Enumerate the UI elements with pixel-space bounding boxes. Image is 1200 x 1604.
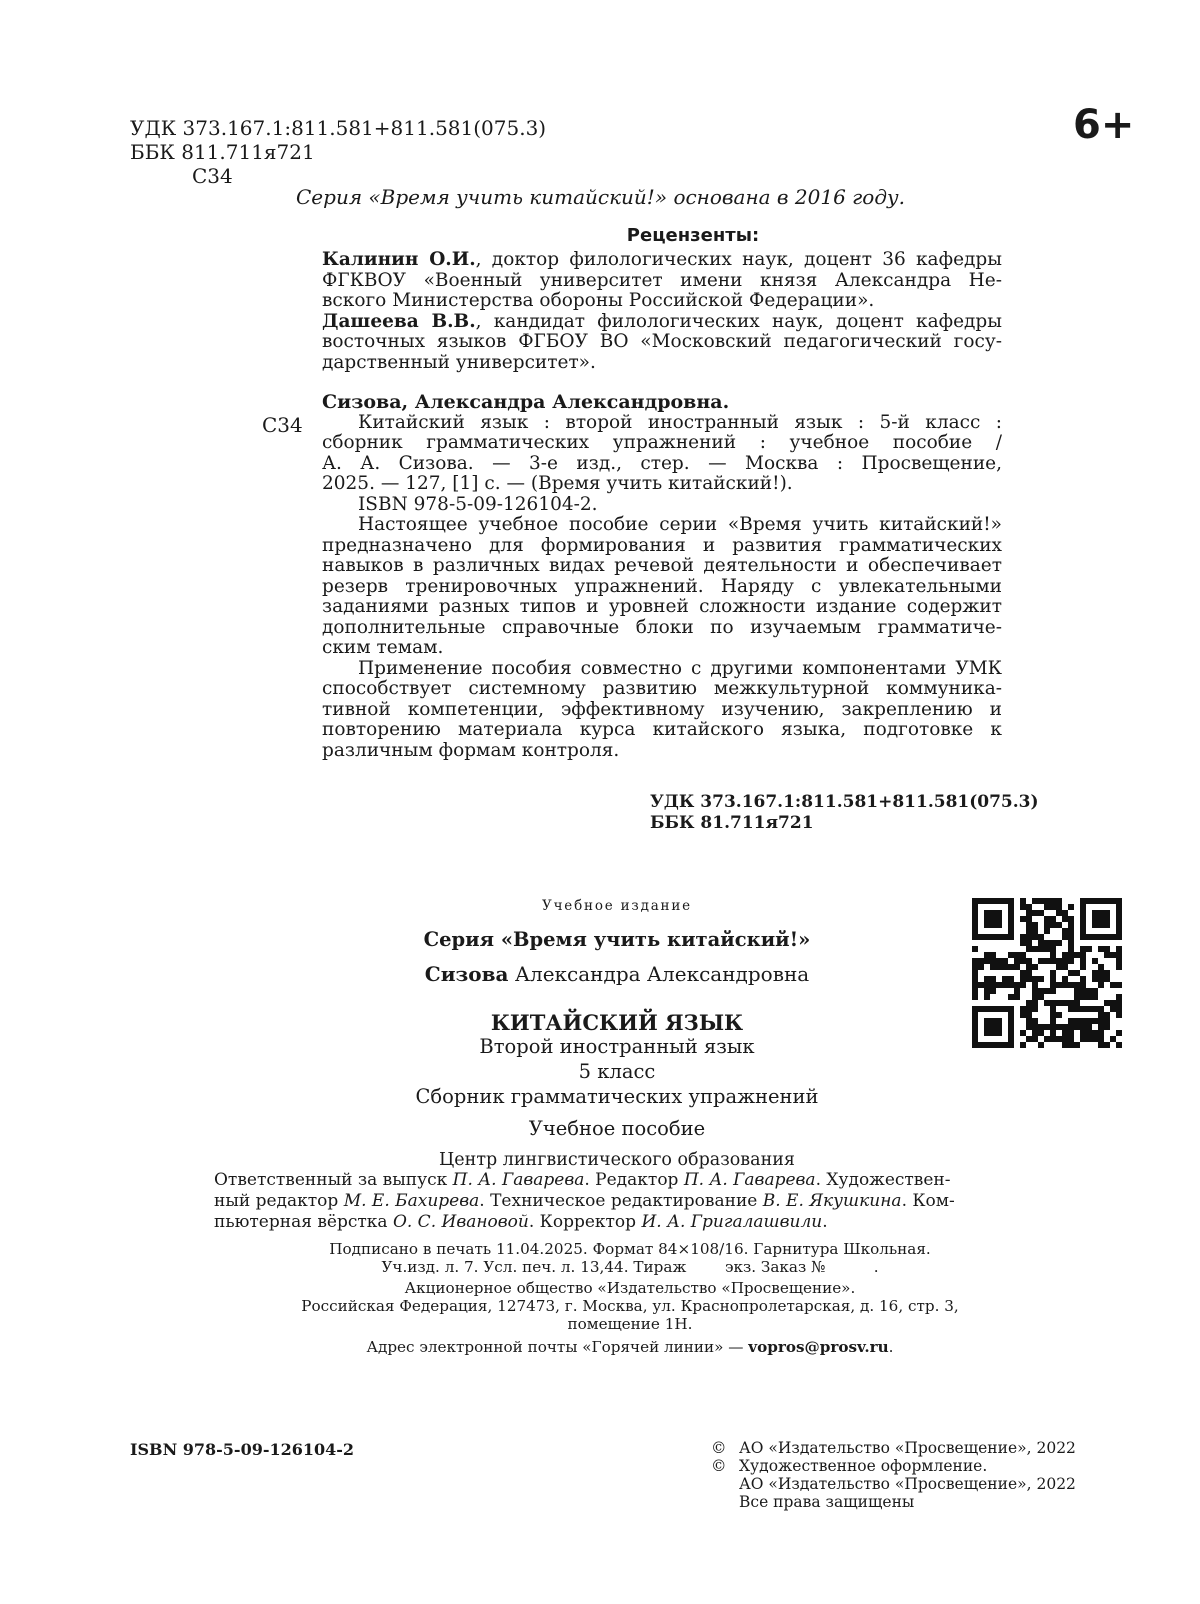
record-line: А. А. Сизова. — 3-е изд., стер. — Москва : Просвещение, xyxy=(322,452,1002,474)
isbn-record: ISBN 978-5-09-126104-2. xyxy=(358,493,598,515)
edition-type: Учебное издание xyxy=(542,898,692,914)
print-line: Уч.изд. л. 7. Усл. печ. л. 13,44. Тираж экз. Заказ № . xyxy=(381,1258,879,1276)
print-line: Акционерное общество «Издательство «Просвещение». xyxy=(404,1279,856,1297)
reviewers-block xyxy=(322,250,1002,373)
subtitle: Учебное пособие xyxy=(528,1117,706,1140)
copyright-line: АО «Издательство «Просвещение», 2022 xyxy=(739,1475,1076,1493)
record-line: 2025. — 127, [1] с. — (Время учить китайский!). xyxy=(322,473,793,494)
reviewer-1-line: вского Министерства обороны Российской Федерации». xyxy=(322,290,875,311)
print-line: помещение 1Н. xyxy=(567,1315,693,1333)
credits-line: пьютерная вёрстка О. С. Ивановой. Корректор И. А. Григалашвили. xyxy=(214,1212,828,1232)
credits-line: Ответственный за выпуск П. А. Гаварева. Редактор П. А. Гаварева. Художествен- xyxy=(214,1170,951,1190)
reviewer-1-line: ФГКВОУ «Военный университет имени князя Александра Не- xyxy=(322,269,1002,291)
qr-code xyxy=(972,898,1124,1048)
copyright-icon: © xyxy=(711,1457,727,1475)
isbn: ISBN 978-5-09-126104-2 xyxy=(130,1440,355,1459)
annotation-line: ским темам. xyxy=(322,637,444,658)
annotation-line: Применение пособия совместно с другими компонентами УМК xyxy=(358,657,1002,679)
publishing-center: Центр лингвистического образования xyxy=(439,1150,795,1170)
book-title: КИТАЙСКИЙ ЯЗЫК xyxy=(490,1010,744,1035)
email-link[interactable]: vopros@prosv.ru xyxy=(748,1338,889,1356)
copyright-icon: © xyxy=(711,1439,727,1457)
series-note: Серия «Время учить китайский!» основана в 2016 году. xyxy=(296,185,905,209)
copyright-line: Художественное оформление. xyxy=(739,1457,988,1475)
annotation-line: способствует системному развитию межкультурной коммуника- xyxy=(322,678,1002,699)
annotation-line: резерв тренировочных упражнений. Наряду с увлекательными xyxy=(322,575,1002,597)
series-title: Серия «Время учить китайский!» xyxy=(423,928,811,951)
annotation-line: заданиями разных типов и уровней сложности издание содержит xyxy=(322,596,1002,617)
author-heading: Сизова, Александра Александровна. xyxy=(322,391,730,413)
reviewers-title: Рецензенты: xyxy=(626,225,760,246)
copyright-block xyxy=(711,1439,1076,1511)
reviewer-2-line: восточных языков ФГБОУ ВО «Московский педагогический госу- xyxy=(322,331,1002,352)
reviewer-1-line: Калинин О.И., доктор филологических наук, доцент 36 кафедры xyxy=(322,249,1002,270)
reviewer-2-line: Дашеева В.В., кандидат филологических наук, доцент кафедры xyxy=(322,310,1003,332)
subtitle: 5 класс xyxy=(578,1060,656,1083)
copyright-line: АО «Издательство «Просвещение», 2022 xyxy=(739,1439,1076,1457)
udk-code: УДК 373.167.1:811.581+811.581(075.3) xyxy=(130,116,547,140)
subtitle: Сборник грамматических упражнений xyxy=(415,1085,819,1108)
annotation-line: навыков в различных видах речевой деятельности и обеспечивает xyxy=(322,555,1002,576)
reviewer-2-line: дарственный университет». xyxy=(322,351,596,373)
print-info xyxy=(0,1240,1200,1333)
author-sign-mid: С34 xyxy=(262,413,303,437)
annotation-line: тивной компетенции, эффективному изучению, закреплению и xyxy=(322,698,1002,720)
annotation-line: предназначено для формирования и развития грамматических xyxy=(322,534,1002,556)
bbk-code: ББК 811.711я721 xyxy=(130,140,315,164)
copyright-line: Все права защищены xyxy=(739,1493,915,1511)
annotation-line: различным формам контроля. xyxy=(322,739,620,761)
record-line: Китайский язык : второй иностранный язык : 5-й класс : xyxy=(358,411,1002,433)
print-line: Подписано в печать 11.04.2025. Формат 84×108/16. Гарнитура Школьная. xyxy=(329,1240,931,1258)
credits-block xyxy=(214,1170,1042,1233)
record-line: сборник грамматических упражнений : учебное пособие / xyxy=(322,432,1002,453)
reviewer-2-name: Дашеева В.В. xyxy=(322,310,476,332)
bibliographic-record xyxy=(322,392,1002,761)
reviewer-1-name: Калинин О.И. xyxy=(322,249,476,270)
subtitle: Второй иностранный язык xyxy=(479,1035,755,1058)
udk-code-bottom: УДК 373.167.1:811.581+811.581(075.3) xyxy=(650,792,1039,812)
age-rating: 6+ xyxy=(1073,102,1135,148)
annotation-line: дополнительные справочные блоки по изучаемым грамматиче- xyxy=(322,616,1002,638)
bbk-code-bottom: ББК 81.711я721 xyxy=(650,813,814,833)
print-line: Российская Федерация, 127473, г. Москва, ул. Краснопролетарская, д. 16, стр. 3, xyxy=(301,1297,959,1315)
annotation-line: повторению материала курса китайского языка, подготовке к xyxy=(322,719,1002,740)
annotation-line: Настоящее учебное пособие серии «Время учить китайский!» xyxy=(358,514,1002,535)
author-sign: С34 xyxy=(192,164,233,188)
credits-line: ный редактор М. Е. Бахирева. Техническое редактирование В. Е. Якушкина. Ком- xyxy=(214,1191,955,1211)
hotline-email-line: Адрес электронной почты «Горячей линии» — vopros@prosv.ru. xyxy=(366,1338,894,1356)
author-full-name: Сизова Александра Александровна xyxy=(424,962,810,986)
